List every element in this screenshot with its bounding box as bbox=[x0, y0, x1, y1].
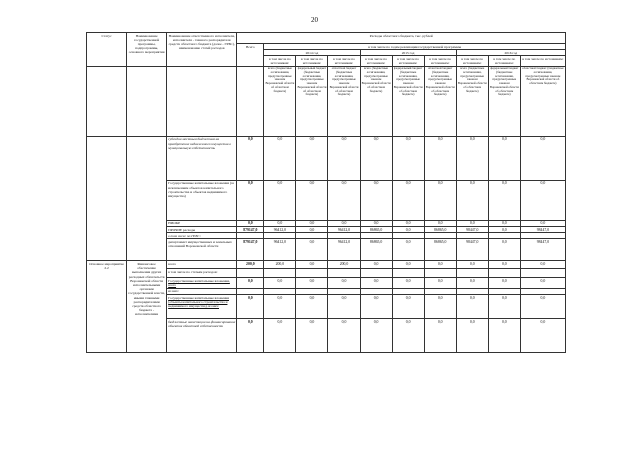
header-total-desc: всего (бюджетные ассигнования, предусмотренные законом Воронежской области об областном бюджете) bbox=[264, 66, 296, 136]
cell-value: 0,0 bbox=[520, 136, 565, 180]
cell-value: 0,0 bbox=[237, 220, 264, 226]
cell-value: 0,0 bbox=[488, 239, 520, 261]
cell-value: 0,0 bbox=[328, 220, 360, 226]
row-label: Государственные капитальные вложения, всего bbox=[167, 278, 237, 288]
header-year-2016: 2016 год bbox=[456, 50, 565, 56]
cell-value: 0,0 bbox=[520, 180, 565, 220]
header-federal-desc: федеральный бюджет (бюджетные ассигнования, предусмотренные законом Воронежской области об областном бюджете) bbox=[488, 66, 520, 136]
cell-value: 0,0 bbox=[296, 220, 328, 226]
cell-value: 0,0 bbox=[392, 319, 424, 353]
cell-value: 0,0 bbox=[392, 220, 424, 226]
row-label: НИОКР bbox=[167, 220, 237, 226]
cell-value: 200,0 bbox=[237, 261, 264, 269]
cell-value: 0,0 bbox=[328, 180, 360, 220]
cell-value: 0,0 bbox=[456, 220, 488, 226]
cell-value: 0,0 bbox=[520, 295, 565, 319]
header-regional-desc: областной бюджет (бюджетные ассигнования, предусмотренные законом Воронежской области об областном бюджете) bbox=[424, 66, 456, 136]
budget-table bbox=[86, 32, 566, 353]
cell-value: 0,0 bbox=[296, 295, 328, 319]
cell-value: 0,0 bbox=[424, 295, 456, 319]
row-label: всего bbox=[167, 261, 237, 269]
cell-value: 0,0 bbox=[424, 319, 456, 353]
cell-value: 200,0 bbox=[328, 261, 360, 269]
cell-value: 0,0 bbox=[488, 319, 520, 353]
table-row bbox=[87, 261, 566, 269]
cell-value: 98447,0 bbox=[520, 227, 565, 233]
cell-value: 86865,0 bbox=[360, 227, 392, 233]
cell-value: 0,0 bbox=[456, 295, 488, 319]
cell-value: 0,0 bbox=[264, 136, 296, 180]
cell-value: 0,0 bbox=[488, 180, 520, 220]
header-total: Всего bbox=[237, 44, 264, 67]
cell-value: 0,0 bbox=[264, 220, 296, 226]
header-executor: Наименование ответственного исполнителя, исполнителя - главного распорядителя средств областного бюджета (далее - ГРБС), наименование статей расходов bbox=[167, 33, 237, 67]
row-label: Государственные капитальные вложения (объекты капитального строительства и недвижимого имущества), из них: bbox=[167, 295, 237, 319]
cell-value: 0,0 bbox=[360, 180, 392, 220]
table-row bbox=[87, 136, 566, 180]
cell-value: 0,0 bbox=[360, 261, 392, 269]
row-label: бюджетные инвестиции на финансирование объектов областной собственности bbox=[167, 319, 237, 353]
cell-value: 0,0 bbox=[488, 227, 520, 233]
cell-value: 86865,0 bbox=[424, 239, 456, 261]
cell-value: 96412,0 bbox=[264, 239, 296, 261]
cell-value: 0,0 bbox=[456, 319, 488, 353]
cell-value: 0,0 bbox=[328, 295, 360, 319]
cell-value: 0,0 bbox=[520, 261, 565, 269]
header-total-sub: в том числе по источникам: bbox=[360, 56, 392, 66]
header-total-desc: всего (бюджетные ассигнования, предусмотренные законом Воронежской области об областном бюджете) bbox=[360, 66, 392, 136]
cell-value: 0,0 bbox=[237, 319, 264, 353]
cell-value: 0,0 bbox=[424, 278, 456, 288]
cell-value: 0,0 bbox=[520, 319, 565, 353]
cell-value: 0,0 bbox=[488, 278, 520, 288]
cell-value: 0,0 bbox=[488, 295, 520, 319]
cell-value: 0,0 bbox=[360, 319, 392, 353]
header-status: Статус bbox=[87, 33, 127, 67]
header-regional: в том числе по источникам: bbox=[424, 56, 456, 66]
cell-value: 0,0 bbox=[360, 136, 392, 180]
cell-value: 0,0 bbox=[296, 319, 328, 353]
measure-status: Основное мероприятие 2.2 bbox=[87, 261, 127, 353]
cell-value: 0,0 bbox=[328, 319, 360, 353]
cell-value: 879147,0 bbox=[237, 239, 264, 261]
cell-value: 0,0 bbox=[488, 136, 520, 180]
cell-value: 0,0 bbox=[237, 136, 264, 180]
cell-value: 96412,0 bbox=[328, 239, 360, 261]
header-federal: в том числе по источникам: bbox=[488, 56, 520, 66]
page-number: 20 bbox=[311, 16, 318, 24]
cell-value: 0,0 bbox=[456, 136, 488, 180]
cell-value: 0,0 bbox=[296, 239, 328, 261]
row-label: в том числе по статьям расходов: bbox=[167, 269, 237, 278]
cell-value: 0,0 bbox=[456, 278, 488, 288]
cell-value: 0,0 bbox=[424, 261, 456, 269]
cell-value: 0,0 bbox=[296, 180, 328, 220]
header-federal-desc: федеральный бюджет (бюджетные ассигнования, предусмотренные законом Воронежской области об областном бюджете) bbox=[296, 66, 328, 136]
cell-value: 200,0 bbox=[264, 261, 296, 269]
header-federal-desc: федеральный бюджет (бюджетные ассигнования, предусмотренные законом Воронежской области об областном бюджете) bbox=[392, 66, 424, 136]
cell-value: 0,0 bbox=[296, 278, 328, 288]
cell-value: 0,0 bbox=[360, 220, 392, 226]
cell-value: 0,0 bbox=[456, 180, 488, 220]
cell-value: 98447,0 bbox=[520, 239, 565, 261]
cell-value: 0,0 bbox=[360, 278, 392, 288]
cell-value: 0,0 bbox=[328, 136, 360, 180]
row-label: субсидии местным бюджетам на приобретение недвижимого имущества в муниципальную собственность bbox=[167, 136, 237, 180]
cell-value: 0,0 bbox=[424, 220, 456, 226]
header-federal: в том числе по источникам: bbox=[296, 56, 328, 66]
row-label: департамент имущественных и земельных отношений Воронежской области bbox=[167, 239, 237, 261]
header-program-name: Наименование государственной программы, подпрограммы, основного мероприятия bbox=[127, 33, 167, 67]
cell-value: 0,0 bbox=[424, 136, 456, 180]
cell-value: 0,0 bbox=[424, 180, 456, 220]
cell-value: 0,0 bbox=[328, 278, 360, 288]
row-label: в том числе по ГРБС: bbox=[167, 233, 237, 239]
cell-value: 0,0 bbox=[296, 261, 328, 269]
header-regional-desc: областной бюджет (бюджетные ассигнования, предусмотренные законом Воронежской области об областном бюджете) bbox=[520, 66, 565, 136]
cell-value: 0,0 bbox=[392, 295, 424, 319]
cell-value: 0,0 bbox=[237, 278, 264, 288]
header-total-sub: в том числе по источникам: bbox=[456, 56, 488, 66]
header-total-sub: в том числе по источникам: bbox=[264, 56, 296, 66]
cell-value: 0,0 bbox=[488, 220, 520, 226]
header-expenses: Расходы областного бюджета, тыс. рублей bbox=[237, 33, 566, 44]
header-regional: в том числе по источникам: bbox=[328, 56, 360, 66]
cell-value: 0,0 bbox=[264, 278, 296, 288]
header-regional: в том числе по источникам: bbox=[520, 56, 565, 66]
row-label: ПРОЧИЕ расходы bbox=[167, 227, 237, 233]
cell-value: 0,0 bbox=[237, 295, 264, 319]
cell-value: 86865,0 bbox=[360, 239, 392, 261]
cell-value: 879147,0 bbox=[237, 227, 264, 233]
cell-value: 86865,0 bbox=[424, 227, 456, 233]
cell-value: 0,0 bbox=[392, 239, 424, 261]
cell-value: 0,0 bbox=[264, 180, 296, 220]
cell-value: 98447,0 bbox=[456, 239, 488, 261]
cell-value: 0,0 bbox=[520, 220, 565, 226]
cell-value: 98447,0 bbox=[456, 227, 488, 233]
header-by-years: в том числе по годам реализации государственной программы bbox=[264, 44, 566, 50]
header-federal: в том числе по источникам: bbox=[392, 56, 424, 66]
cell-value: 96412,0 bbox=[264, 227, 296, 233]
cell-value: 0,0 bbox=[264, 319, 296, 353]
header-total-desc: всего (бюджетные ассигнования, предусмотренные законом Воронежской области об областном бюджете) bbox=[456, 66, 488, 136]
row-label: Государственные капитальные вложения (за исключением объектов капитального строительства и объектов недвижимого имущества) bbox=[167, 180, 237, 220]
cell-value: 0,0 bbox=[488, 261, 520, 269]
cell-value: 0,0 bbox=[264, 295, 296, 319]
cell-value: 0,0 bbox=[392, 278, 424, 288]
header-year-2014: 2014 год bbox=[264, 50, 360, 56]
cell-value: 0,0 bbox=[237, 180, 264, 220]
cell-value: 0,0 bbox=[296, 227, 328, 233]
cell-value: 0,0 bbox=[392, 180, 424, 220]
cell-value: 0,0 bbox=[296, 136, 328, 180]
cell-value: 0,0 bbox=[520, 278, 565, 288]
cell-value: 0,0 bbox=[392, 227, 424, 233]
cell-value: 96412,0 bbox=[328, 227, 360, 233]
cell-value: 0,0 bbox=[392, 136, 424, 180]
cell-value: 0,0 bbox=[360, 295, 392, 319]
measure-name: Финансовое обеспечение выполнения других расходных обязательств Воронежской области исполнительными органами государственной власти, иными главными распорядителями средств областного бюджета - исполнителями bbox=[127, 261, 167, 353]
cell-value: 0,0 bbox=[392, 261, 424, 269]
cell-value: 0,0 bbox=[456, 261, 488, 269]
row-label: из них: bbox=[167, 288, 237, 294]
header-regional-desc: областной бюджет (бюджетные ассигнования, предусмотренные законом Воронежской области об областном бюджете) bbox=[328, 66, 360, 136]
header-year-2015: 2015 год bbox=[360, 50, 456, 56]
